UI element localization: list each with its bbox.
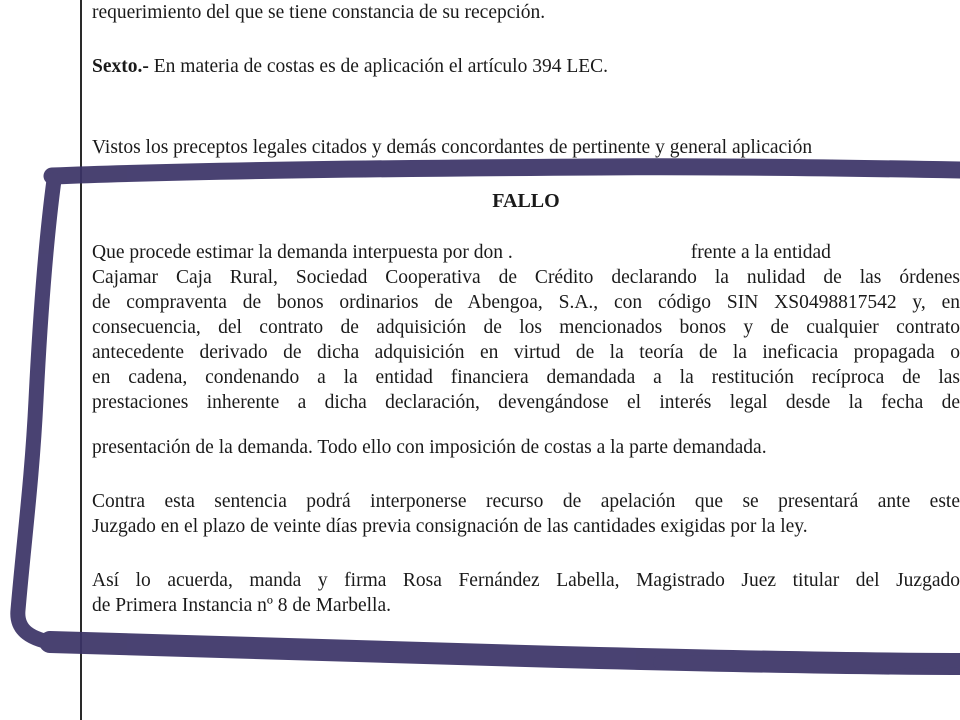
fallo-line-1 [92, 241, 831, 265]
fallo-line-2: Cajamar Caja Rural, Sociedad Cooperativa de Crédito declarando la nulidad de las órdenes [92, 267, 960, 288]
fallo-heading: FALLO [492, 190, 560, 212]
paragraph-sexto [92, 55, 608, 79]
firma-line-2: de Primera Instancia nº 8 de Marbella. [92, 595, 391, 616]
sexto-text: En materia de costas es de aplicación el artículo 394 LEC. [148, 56, 609, 77]
margin-rule [80, 0, 82, 720]
fallo-line-8: presentación de la demanda. Todo ello con imposición de costas a la parte demandada. [92, 437, 767, 458]
fallo-line-5: antecedente derivado de dicha adquisición en virtud de la teoría de la ineficacia propagada o [92, 342, 960, 363]
fallo-line-3: de compraventa de bonos ordinarios de Abengoa, S.A., con código SIN XS0498817542 y, en [92, 292, 960, 313]
text-line-requerimiento: requerimiento del que se tiene constancia de su recepción. [92, 2, 546, 23]
fallo-line-1-start: Que procede estimar la demanda interpuesta por don . [92, 242, 513, 263]
fallo-line-4: consecuencia, del contrato de adquisición de los mencionados bonos y de cualquier contrato [92, 317, 960, 338]
sexto-label: Sexto.- [92, 56, 149, 77]
fallo-line-1-end: frente a la entidad [690, 242, 831, 263]
fallo-line-6: en cadena, condenando a la entidad financiera demandada a la restitución recíproca de las [92, 367, 960, 388]
firma-line-1: Así lo acuerda, manda y firma Rosa Fernández Labella, Magistrado Juez titular del Juzgado [92, 570, 960, 591]
recurso-line-2: Juzgado en el plazo de veinte días previa consignación de las cantidades exigidas por la ley. [92, 516, 808, 537]
fallo-line-7: prestaciones inherente a dicha declaración, devengándose el interés legal desde la fecha de [92, 392, 960, 413]
recurso-line-1: Contra esta sentencia podrá interponerse recurso de apelación que se presentará ante este [92, 491, 960, 512]
paragraph-vistos: Vistos los preceptos legales citados y demás concordantes de pertinente y general aplicación [92, 137, 813, 158]
